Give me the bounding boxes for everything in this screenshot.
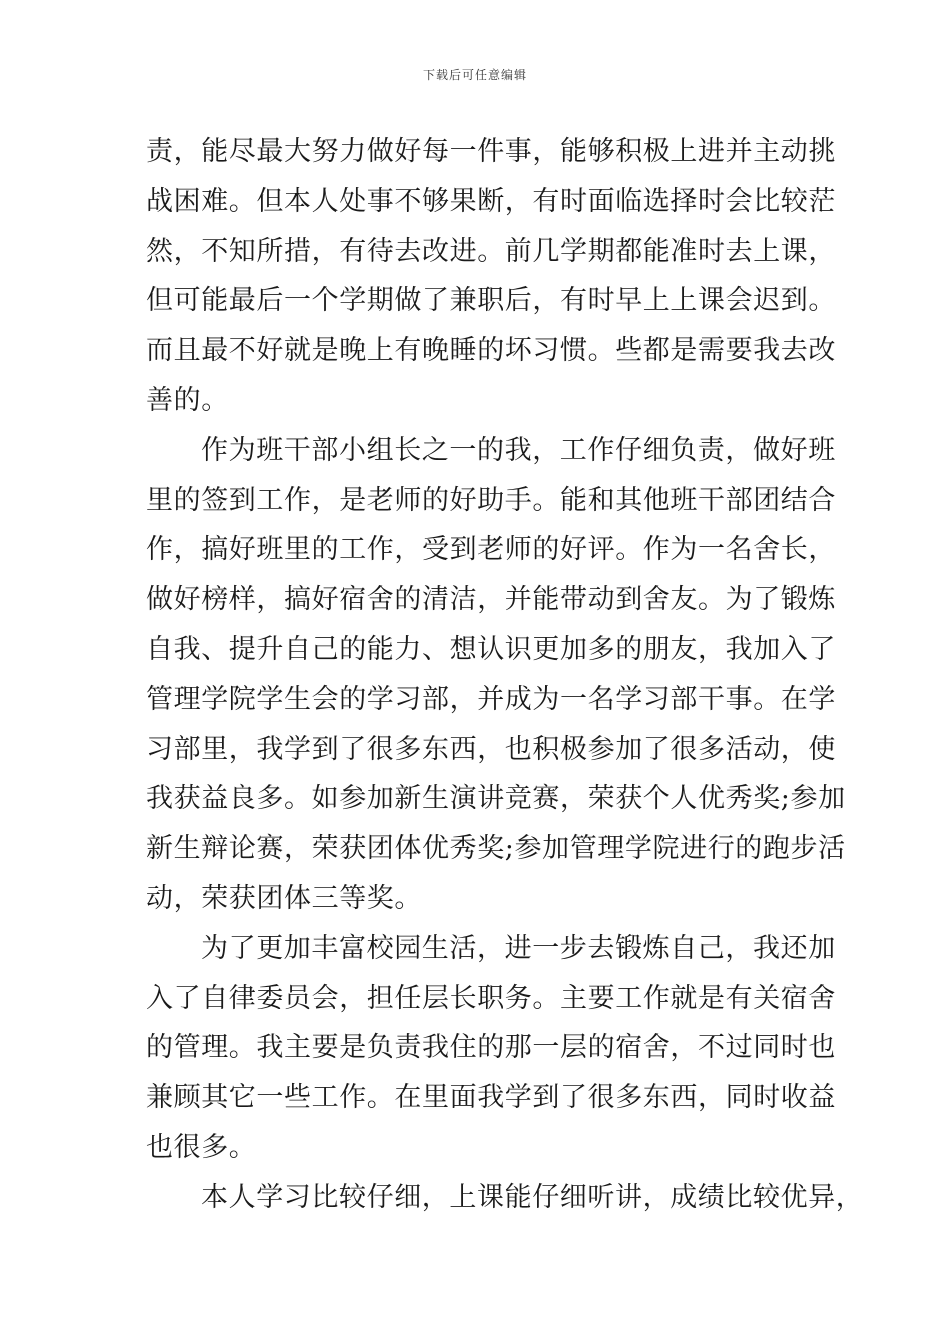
text-line: 责，能尽最大努力做好每一件事，能够积极上进并主动挑 (146, 136, 836, 167)
text-line: 新生辩论赛，荣获团体优秀奖;参加管理学院进行的跑步活 (146, 833, 846, 865)
text-line: 战困难。但本人处事不够果断，有时面临选择时会比较茫 (146, 185, 836, 217)
text-line: 动，荣获团体三等奖。 (146, 882, 422, 914)
paragraph-first-line: 作为班干部小组长之一的我，工作仔细负责，做好班 (201, 434, 836, 466)
text-line: 也很多。 (146, 1131, 257, 1163)
text-line: 里的签到工作，是老师的好助手。能和其他班干部团结合 (146, 484, 836, 516)
text-line: 我获益良多。如参加新生演讲竞赛，荣获个人优秀奖;参加 (146, 783, 846, 815)
text-line: 习部里，我学到了很多东西，也积极参加了很多活动，使 (146, 733, 836, 765)
body-text (146, 127, 864, 1223)
text-line: 而且最不好就是晚上有晚睡的坏习惯。些都是需要我去改 (146, 335, 836, 367)
text-line: 的管理。我主要是负责我住的那一层的宿舍，不过同时也 (146, 1032, 836, 1064)
text-line: 但可能最后一个学期做了兼职后，有时早上上课会迟到。 (146, 285, 836, 317)
paragraph-first-line: 为了更加丰富校园生活，进一步去锻炼自己，我还加 (201, 932, 836, 964)
text-line: 作，搞好班里的工作，受到老师的好评。作为一名舍长， (146, 534, 836, 566)
header-note: 下载后可任意编辑 (422, 68, 527, 82)
paragraph-first-line: 本人学习比较仔细，上课能仔细听讲，成绩比较优异， (201, 1181, 864, 1213)
text-line: 做好榜样，搞好宿舍的清洁，并能带动到舍友。为了锻炼 (146, 584, 836, 616)
text-line: 管理学院学生会的学习部，并成为一名学习部干事。在学 (146, 683, 836, 715)
text-line: 然，不知所措，有待去改进。前几学期都能准时去上课， (146, 235, 836, 267)
text-line: 自我、提升自己的能力、想认识更加多的朋友，我加入了 (146, 633, 836, 665)
text-line: 善的。 (146, 384, 229, 416)
text-line: 兼顾其它一些工作。在里面我学到了很多东西，同时收益 (146, 1082, 836, 1114)
text-line: 入了自律委员会，担任层长职务。主要工作就是有关宿舍 (146, 982, 836, 1014)
